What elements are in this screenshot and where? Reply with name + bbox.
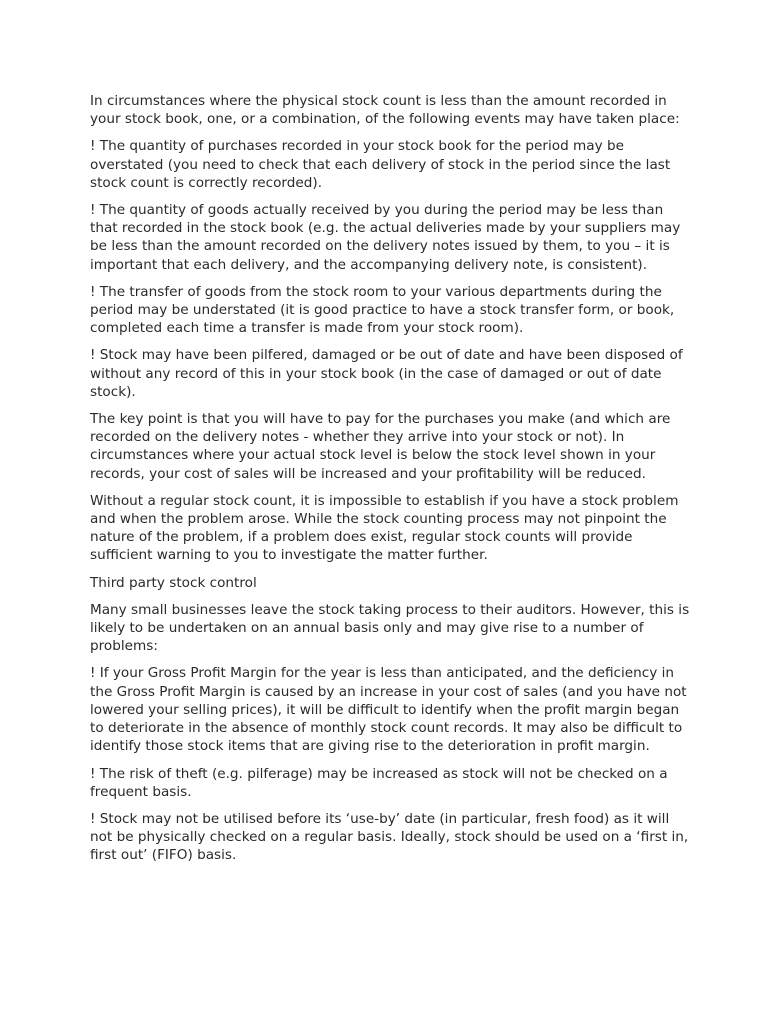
paragraph-regular-count: Without a regular stock count, it is impossible to establish if you have a stock problem and when the problem arose. While the stock counting process may not pinpoint the nature of the problem, if a problem does exist, regular stock counts will provide sufficient warning to you to investigate the matter further. — [90, 492, 679, 564]
document-page — [90, 92, 690, 874]
list-item-purchases-overstated: ! The quantity of purchases recorded in your stock book for the period may be overstated (you need to check that each delivery of stock in the period since the last stock count is correctly recorded). — [90, 138, 671, 191]
paragraph-auditors: Many small businesses leave the stock taking process to their auditors. However, this is likely to be undertaken on an annual basis only and may give rise to a number of problems: — [90, 601, 690, 655]
list-item-transfer-understated: ! The transfer of goods from the stock room to your various departments during the period may be understated (it is good practice to have a stock transfer form, or book, completed each time a transfer is made from your stock room). — [90, 283, 675, 337]
list-item-goods-received-less: ! The quantity of goods actually received by you during the period may be less than that recorded in the stock book (e.g. the actual deliveries made by your suppliers may be less than the amount recorded on the delivery notes issued by them, to you – it is important that each delivery, and the accompanying delivery note, is consistent). — [90, 202, 681, 273]
section-heading: Third party stock control — [90, 574, 257, 591]
paragraph-intro: In circumstances where the physical stock count is less than the amount recorded in your stock book, one, or a combination, of the following events may have taken place: — [90, 93, 680, 128]
list-item-use-by-date: ! Stock may not be utilised before its ‘use-by’ date (in particular, fresh food) as it will not be physically checked on a regular basis. Ideally, stock should be used on a ‘first in, first out’ (FIFO) basis. — [90, 810, 689, 864]
paragraph-key-point: The key point is that you will have to pay for the purchases you make (and which are recorded on the delivery notes - whether they arrive into your stock or not). In circumstances where your actual stock level is below the stock level shown in your records, your cost of sales will be increased and your profitability will be reduced. — [90, 411, 671, 482]
list-item-gross-profit-margin: ! If your Gross Profit Margin for the year is less than anticipated, and the deficiency in the Gross Profit Margin is caused by an increase in your cost of sales (and you have not lowered your selling prices), it will be difficult to identify when the profit margin began to deteriorate in the absence of monthly stock count records. It may also be difficult to identify those stock items that are giving rise to the deterioration in profit margin. — [90, 665, 687, 755]
list-item-theft-risk: ! The risk of theft (e.g. pilferage) may be increased as stock will not be checked on a frequent basis. — [90, 765, 668, 800]
list-item-stock-pilfered: ! Stock may have been pilfered, damaged or be out of date and have been disposed of without any record of this in your stock book (in the case of damaged or out of date stock). — [90, 347, 683, 400]
